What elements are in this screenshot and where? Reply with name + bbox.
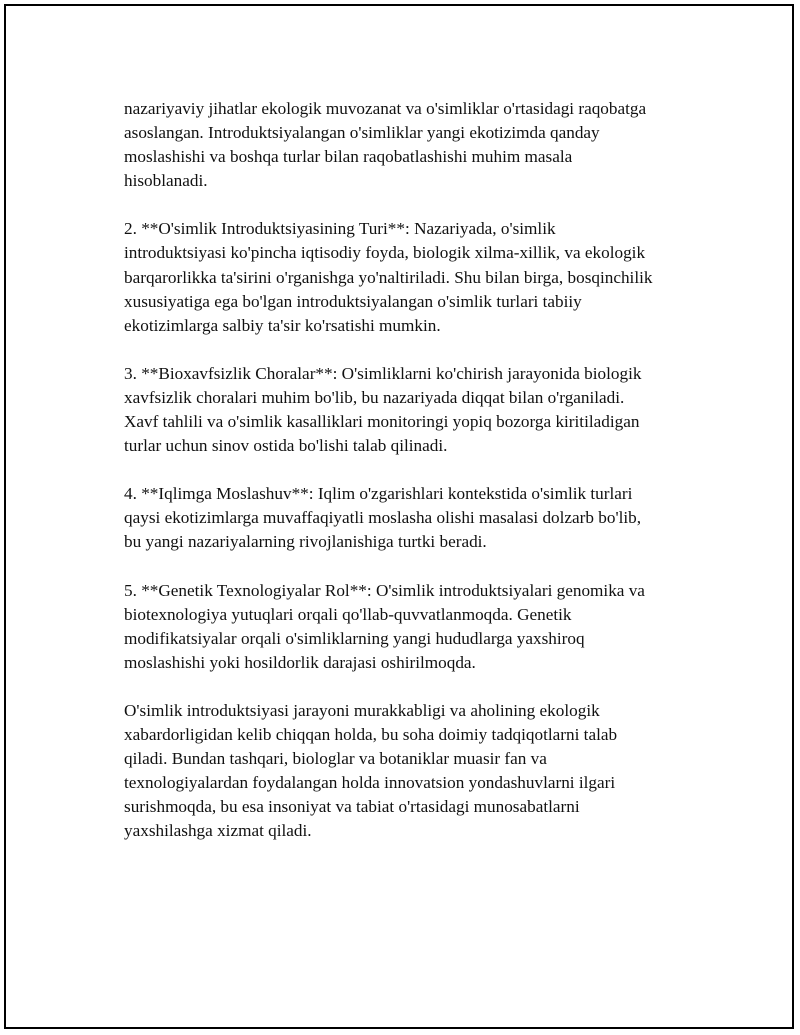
paragraph-intro-continuation	[124, 97, 704, 193]
text-line: 4. **Iqlimga Moslashuv**: Iqlim o'zgarishlari kontekstida o'simlik turlari	[124, 484, 633, 504]
text-line: O'simlik introduktsiyasi jarayoni murakkabligi va aholining ekologik	[124, 700, 600, 720]
page-frame	[4, 4, 794, 1029]
text-line: xususiyatiga ega bo'lgan introduktsiyalangan o'simlik turlari tabiiy	[124, 291, 582, 311]
paragraph-item-4	[124, 482, 704, 554]
text-line: moslashishi yoki hosildorlik darajasi oshirilmoqda.	[124, 652, 476, 672]
text-line: asoslangan. Introduktsiyalangan o'simliklar yangi ekotizimda qanday	[124, 123, 600, 143]
text-line: qaysi ekotizimlarga muvaffaqiyatli moslasha olishi masalasi dolzarb bo'lib,	[124, 508, 642, 528]
text-line: 2. **O'simlik Introduktsiyasining Turi**: Nazariyada, o'simlik	[124, 219, 556, 239]
paragraph-conclusion	[124, 699, 704, 844]
paragraph-item-5	[124, 579, 704, 675]
text-line: bu yangi nazariyalarning rivojlanishiga turtki beradi.	[124, 532, 487, 552]
text-line: surishmoqda, bu esa insoniyat va tabiat o'rtasidagi munosabatlarni	[124, 797, 580, 817]
text-line: 5. **Genetik Texnologiyalar Rol**: O'simlik introduktsiyalari genomika va	[124, 580, 645, 600]
text-line: xavfsizlik choralari muhim bo'lib, bu nazariyada diqqat bilan o'rganiladi.	[124, 387, 625, 407]
text-line: barqarorlikka ta'sirini o'rganishga yo'naltiriladi. Shu bilan birga, bosqinchilik	[124, 267, 653, 287]
paragraph-item-2	[124, 217, 704, 337]
text-line: biotexnologiya yutuqlari orqali qo'llab-quvvatlanmoqda. Genetik	[124, 604, 572, 624]
text-line: texnologiyalardan foydalangan holda innovatsion yondashuvlarni ilgari	[124, 773, 616, 793]
text-line: ekotizimlarga salbiy ta'sir ko'rsatishi mumkin.	[124, 315, 441, 335]
text-line: turlar uchun sinov ostida bo'lishi talab qilinadi.	[124, 436, 448, 456]
text-line: nazariyaviy jihatlar ekologik muvozanat va o'simliklar o'rtasidagi raqobatga	[124, 99, 647, 118]
text-line: 3. **Bioxavfsizlik Choralar**: O'simliklarni ko'chirish jarayonida biologik	[124, 363, 642, 383]
text-line: qiladi. Bundan tashqari, biologlar va botaniklar muasir fan va	[124, 749, 547, 769]
text-line: modifikatsiyalar orqali o'simliklarning yangi hududlarga yaxshiroq	[124, 628, 585, 648]
document-body	[124, 97, 704, 867]
text-line: xabardorligidan kelib chiqqan holda, bu soha doimiy tadqiqotlarni talab	[124, 724, 618, 744]
text-line: hisoblanadi.	[124, 171, 208, 191]
text-line: moslashishi va boshqa turlar bilan raqobatlashishi muhim masala	[124, 147, 573, 167]
text-line: Xavf tahlili va o'simlik kasalliklari monitoringi yopiq bozorga kiritiladigan	[124, 412, 640, 432]
paragraph-item-3	[124, 362, 704, 458]
text-line: introduktsiyasi ko'pincha iqtisodiy foyda, biologik xilma-xillik, va ekologik	[124, 243, 646, 263]
text-line: yaxshilashga xizmat qiladi.	[124, 821, 312, 841]
